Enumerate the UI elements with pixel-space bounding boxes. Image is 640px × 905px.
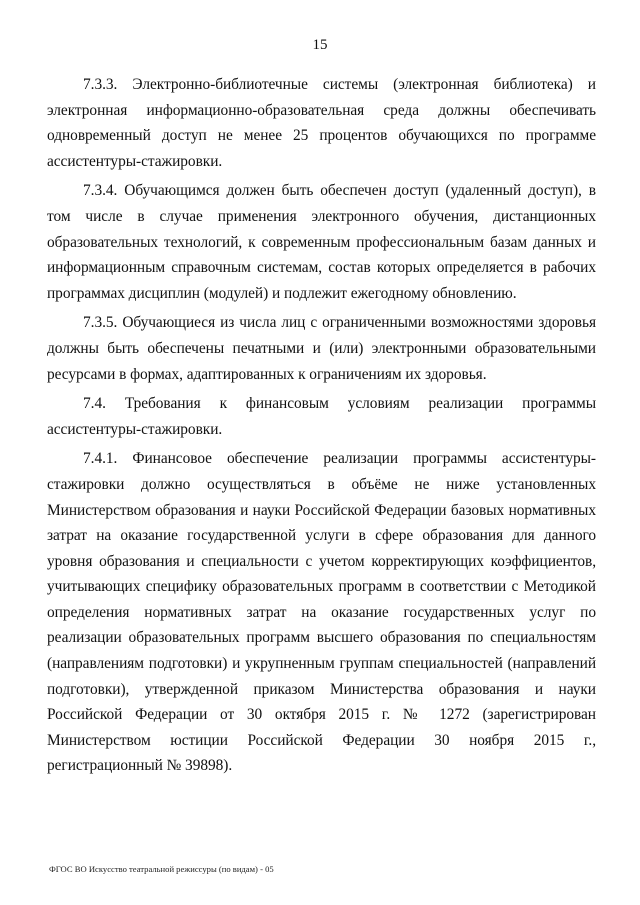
page-number: 15 — [312, 37, 328, 53]
paragraph-7-4: 7.4. Требования к финансовым условиям реализации программы ассистентуры-стажировки. — [47, 395, 596, 438]
paragraph-7-3-4: 7.3.4. Обучающимся должен быть обеспечен доступ (удаленный доступ), в том числе в случае применения электронного обучения, дистанционных образовательных технологий, к современным профессиональным базам данных и информационным справочным системам, состав которых определяется в рабочих программах дисциплин (модулей) и подлежит ежегодному обновлению. — [47, 182, 596, 302]
paragraph-7-3-5: 7.3.5. Обучающиеся из числа лиц с ограниченными возможностями здоровья должны быть обеспечены печатными и (или) электронными образовательными ресурсами в формах, адаптированных к ограничениям их здоровья. — [47, 314, 596, 383]
paragraph-7-3-3: 7.3.3. Электронно-библиотечные системы (электронная библиотека) и электронная информационно-образовательная среда должны обеспечивать одновременный доступ не менее 25 процентов обучающихся по программе ассистентуры-стажировки. — [47, 76, 596, 170]
page-footer: ФГОС ВО Искусство театральной режиссуры (по видам) - 05 — [49, 864, 274, 874]
paragraph-7-4-1: 7.4.1. Финансовое обеспечение реализации программы ассистентуры-стажировки должно осуществляться в объёме не ниже установленных Министерством образования и науки Российской Федерации базовых нормативных затрат на оказание государственной услуги в сфере образования для данного уровня образования и специальности с учетом корректирующих коэффициентов, учитывающих специфику образовательных программ в соответствии с Методикой определения нормативных затрат на оказание государственных услуг по реализации образовательных программ высшего образования по специальностям (направлениям подготовки) и укрупненным группам специальностей (направлений подготовки), утвержденной приказом Министерства образования и науки Российской Федерации от 30 октября 2015 г. № 1272 (зарегистрирован Министерством юстиции Российской Федерации 30 ноября 2015 г., регистрационный № 39898). — [47, 450, 596, 775]
document-body — [47, 72, 596, 783]
